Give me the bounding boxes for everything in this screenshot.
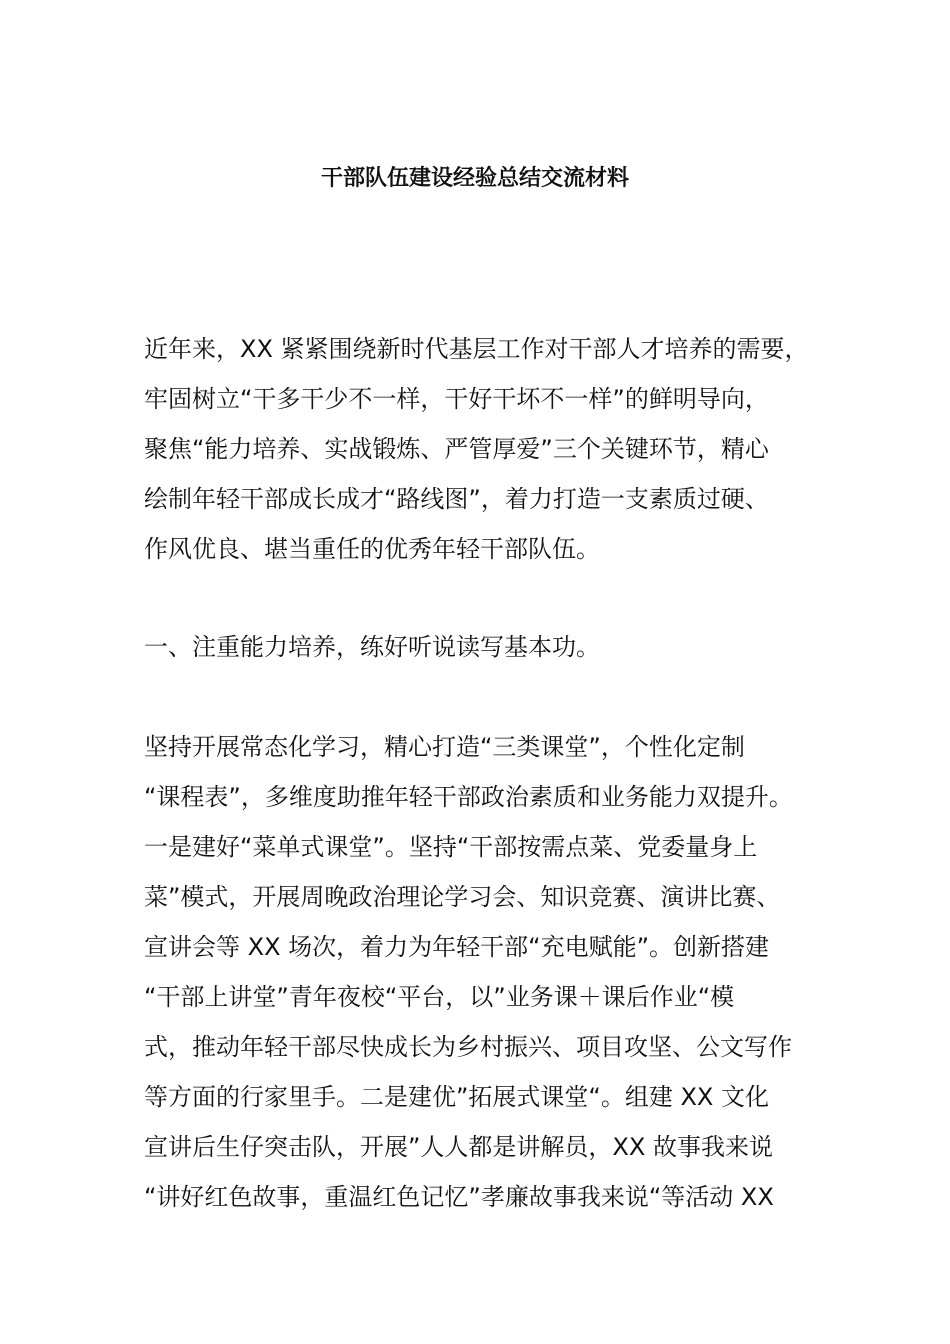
paragraph-line: 菜”模式，开展周晚政治理论学习会、知识竞赛、演讲比赛、 xyxy=(144,883,781,911)
intro-paragraph xyxy=(144,324,816,574)
section-heading xyxy=(144,622,816,672)
paragraph-line: 近年来，XX 紧紧围绕新时代基层工作对干部人才培养的需要， xyxy=(144,335,809,363)
paragraph-line: “课程表”，多维度助推年轻干部政治素质和业务能力双提升。 xyxy=(144,783,793,811)
paragraph-line: 牢固树立“干多干少不一样，干好干坏不一样”的鲜明导向， xyxy=(144,385,769,413)
paragraph-line: 式，推动年轻干部尽快成长为乡村振兴、项目攻坚、公文写作 xyxy=(144,1033,792,1061)
paragraph-line: 一是建好“菜单式课堂”。坚持“干部按需点菜、党委量身上 xyxy=(144,833,758,861)
paragraph-line: 作风优良、堪当重任的优秀年轻干部队伍。 xyxy=(144,535,600,563)
paragraph-line: “讲好红色故事，重温红色记忆”孝廉故事我来说“等活动 XX xyxy=(144,1183,774,1211)
paragraph-line: 等方面的行家里手。二是建优”拓展式课堂“。组建 XX 文化 xyxy=(144,1083,770,1111)
paragraph-line: 聚焦“能力培养、实战锻炼、严管厚爱”三个关键环节，精心 xyxy=(144,435,769,463)
paragraph-line: 坚持开展常态化学习，精心打造“三类课堂”，个性化定制 xyxy=(144,733,745,761)
paragraph-line: 宣讲后生仔突击队，开展”人人都是讲解员，XX 故事我来说 xyxy=(144,1133,773,1161)
paragraph-line: “干部上讲堂”青年夜校“平台，以”业务课＋课后作业“模 xyxy=(144,983,735,1011)
paragraph-line: 宣讲会等 XX 场次，着力为年轻干部“充电赋能”。创新搭建 xyxy=(144,933,770,961)
body-paragraph xyxy=(144,722,816,1222)
document-title: 干部队伍建设经验总结交流材料 xyxy=(320,166,629,191)
paragraph-line: 绘制年轻干部成长成才“路线图”，着力打造一支素质过硬、 xyxy=(144,485,769,513)
section-heading-text: 一、注重能力培养，练好听说读写基本功。 xyxy=(144,633,600,661)
